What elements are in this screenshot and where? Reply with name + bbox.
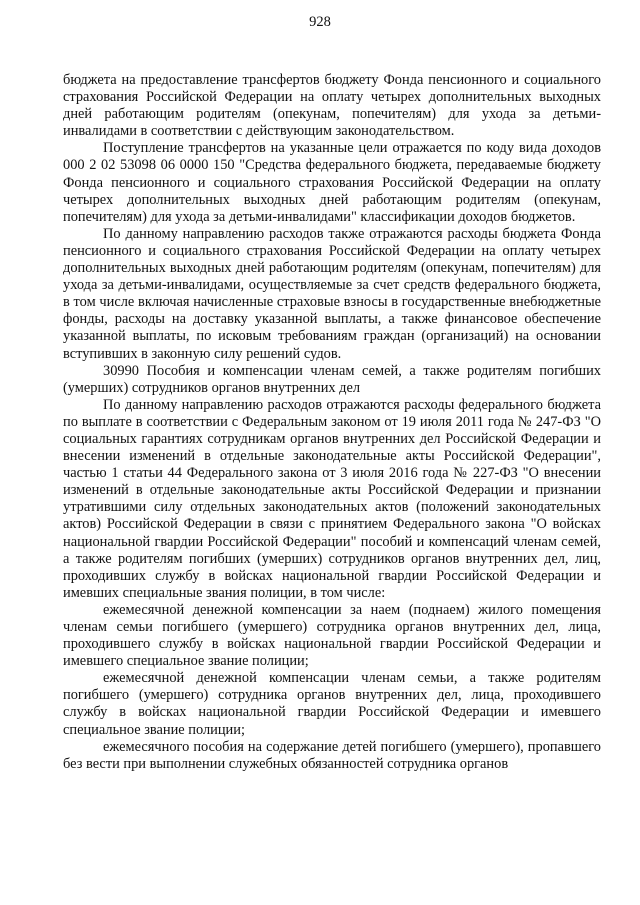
paragraph-list-item-child-allowance: ежемесячного пособия на содержание детей погибшего (умершего), пропавшего без вести при выполнении служебных обязанностей сотрудника органов: [63, 738, 601, 772]
paragraph-section-heading-30990: 30990 Пособия и компенсации членам семей, а также родителям погибших (умерших) сотрудников органов внутренних дел: [63, 362, 601, 396]
page-number: 928: [309, 14, 331, 30]
paragraph-expenses-also: По данному направлению расходов также отражаются расходы бюджета Фонда пенсионного и социального страхования Российской Федерации на оплату четырех дополнительных выходных дней работающим родителям (опекунам, попечителям) для ухода за детьми-инвалидами, осуществляемые за счет средств федерального бюджета, в том числе включая начисленные страховые взносы в государственные внебюджетные фонды, расходы на доставку указанной выплаты, а также финансовое обеспечение указанной выплаты, по исковым требованиям граждан (организаций) на основании вступивших в законную силу решений судов.: [63, 225, 601, 362]
paragraph-expenses-federal: По данному направлению расходов отражаются расходы федерального бюджета по выплате в соответствии с Федеральным законом от 19 июля 2011 года № 247-ФЗ "О социальных гарантиях сотрудникам органов внутренних дел Российской Федерации и внесении изменений в отдельные законодательные акты Российской Федерации", частью 1 статьи 44 Федерального закона от 3 июля 2016 года № 227-ФЗ "О внесении изменений в отдельные законодательные акты Российской Федерации и признании утратившими силу отдельных законодательных актов (положений законодательных актов) Российской Федерации в связи с принятием Федерального закона "О войсках национальной гвардии Российской Федерации" пособий и компенсаций членам семей, а также родителям погибших (умерших) сотрудников органов внутренних дел, лиц, проходивших службу в войсках национальной гвардии Российской Федерации и имевших специальные звания полиции, в том числе:: [63, 396, 601, 601]
paragraph-list-item-housing-compensation: ежемесячной денежной компенсации за наем (поднаем) жилого помещения членам семьи погибшего (умершего) сотрудника органов внутренних дел, лица, проходившего службу в войсках национальной гвардии Российской Федерации и имевшего специальное звание полиции;: [63, 601, 601, 670]
document-body: [63, 72, 601, 773]
paragraph-revenue-code: Поступление трансфертов на указанные цели отражается по коду вида доходов 000 2 02 53098 06 0000 150 "Средства федерального бюджета, передаваемые бюджету Фонда пенсионного и социального страхования Российской Федерации на оплату четырех дополнительных выходных дней работающим родителям (опекунам, попечителям) для ухода за детьми-инвалидами" классификации доходов бюджетов.: [63, 140, 601, 225]
paragraph-list-item-monthly-compensation: ежемесячной денежной компенсации членам семьи, а также родителям погибшего (умершего) сотрудника органов внутренних дел, лица, проходившего службу в войсках национальной гвардии Российской Федерации и имевшего специальное звание полиции;: [63, 670, 601, 738]
paragraph-continuation: бюджета на предоставление трансфертов бюджету Фонда пенсионного и социального страхования Российской Федерации на оплату четырех дополнительных выходных дней работающим родителям (опекунам, попечителям) для ухода за детьми-инвалидами в соответствии с действующим законодательством.: [63, 72, 601, 140]
